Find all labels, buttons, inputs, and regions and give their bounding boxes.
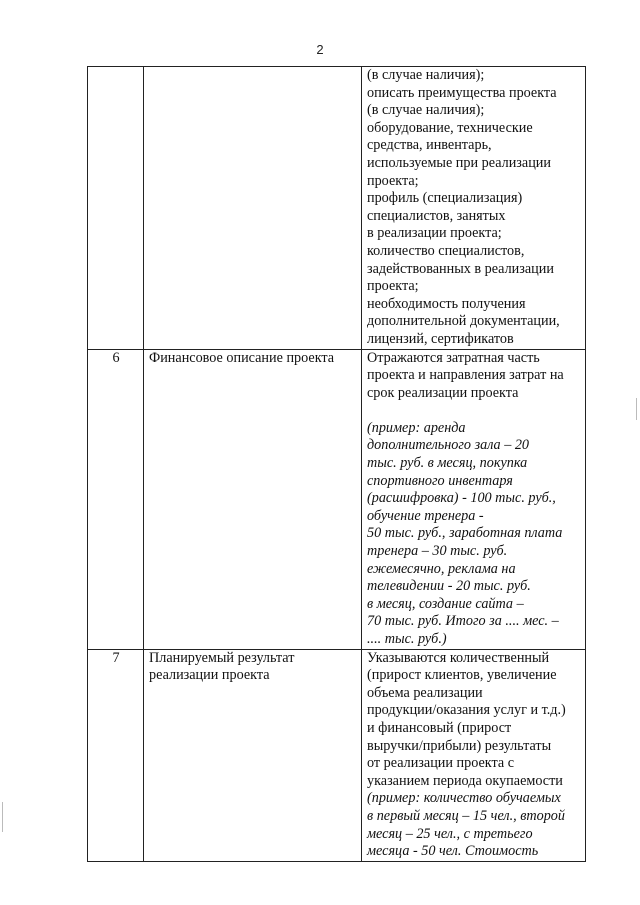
scan-margin-mark: [636, 398, 637, 420]
description-line: проекта;: [367, 172, 419, 189]
row-description-cell: [362, 349, 586, 649]
description-line: (прирост клиентов, увеличение: [367, 667, 557, 684]
row-number-cell: 6: [88, 349, 144, 649]
description-line: в реализации проекта;: [367, 225, 502, 242]
example-line: (пример: аренда: [367, 419, 466, 436]
table-row-financial: [88, 349, 586, 649]
description-line: специалистов, занятых: [367, 207, 506, 224]
description-line: оборудование, технические: [367, 119, 533, 136]
example-line: спортивного инвентаря: [367, 472, 513, 489]
row-description-cell: [362, 649, 586, 861]
description-line: профиль (специализация): [367, 190, 523, 207]
description-line: проекта и направления затрат на: [367, 367, 564, 384]
example-line: месяц – 25 чел., с третьего: [367, 825, 533, 842]
example-line: ежемесячно, реклама на: [367, 560, 516, 577]
example-line: месяца - 50 чел. Стоимость: [367, 843, 539, 860]
description-line: (в случае наличия);: [367, 67, 485, 83]
example-line: тренера – 30 тыс. руб.: [367, 543, 508, 560]
description-line: задействованных в реализации: [367, 260, 554, 277]
description-line: и финансовый (прирост: [367, 719, 512, 736]
description-line: дополнительной документации,: [367, 313, 560, 330]
row-number-cell: 7: [88, 649, 144, 861]
row-description-cell: [362, 67, 586, 350]
description-line: используемые при реализации: [367, 154, 551, 171]
example-line: обучение тренера -: [367, 507, 484, 524]
example-line: .... тыс. руб.): [367, 631, 447, 647]
description-line: средства, инвентарь,: [367, 137, 492, 154]
example-line: 70 тыс. руб. Итого за .... мес. –: [367, 613, 559, 630]
description-line: (в случае наличия);: [367, 102, 485, 119]
table-row-continued: [88, 67, 586, 350]
example-line: (расшифровка) - 100 тыс. руб.,: [367, 490, 556, 507]
example-line: в первый месяц – 15 чел., второй: [367, 807, 565, 824]
row-number-cell: [88, 67, 144, 350]
description-line: лицензий, сертификатов: [367, 330, 514, 347]
description-line: продукции/оказания услуг и т.д.): [367, 702, 566, 719]
row-name-line: Планируемый результат: [149, 649, 295, 666]
description-line: Указываются количественный: [367, 649, 550, 666]
row-name-line: Финансовое описание проекта: [149, 349, 335, 366]
scan-margin-mark: [2, 802, 3, 832]
description-line: проекта;: [367, 278, 419, 295]
description-line: описать преимущества проекта: [367, 84, 557, 101]
description-line: указанием периода окупаемости: [367, 772, 563, 789]
row-name-cell: [144, 649, 362, 861]
example-line: тыс. руб. в месяц, покупка: [367, 455, 528, 472]
example-line: дополнительного зала – 20: [367, 437, 530, 454]
row-name-line: реализации проекта: [149, 667, 270, 684]
description-line: количество специалистов,: [367, 242, 525, 259]
description-line: срок реализации проекта: [367, 384, 519, 401]
project-description-table: [87, 66, 586, 862]
example-line: в месяц, создание сайта –: [367, 595, 524, 612]
row-name-cell: [144, 67, 362, 350]
description-line: необходимость получения: [367, 295, 526, 312]
example-line: (пример: количество обучаемых: [367, 790, 561, 807]
paragraph-gap: [367, 402, 581, 420]
example-line: телевидении - 20 тыс. руб.: [367, 578, 531, 595]
example-line: 50 тыс. руб., заработная плата: [367, 525, 563, 542]
description-line: Отражаются затратная часть: [367, 349, 540, 366]
row-name-cell: [144, 349, 362, 649]
table-row-planned-result: [88, 649, 586, 861]
description-line: от реализации проекта с: [367, 755, 515, 772]
description-line: выручки/прибыли) результаты: [367, 737, 552, 754]
description-line: объема реализации: [367, 684, 483, 701]
page-number: 2: [316, 42, 324, 57]
